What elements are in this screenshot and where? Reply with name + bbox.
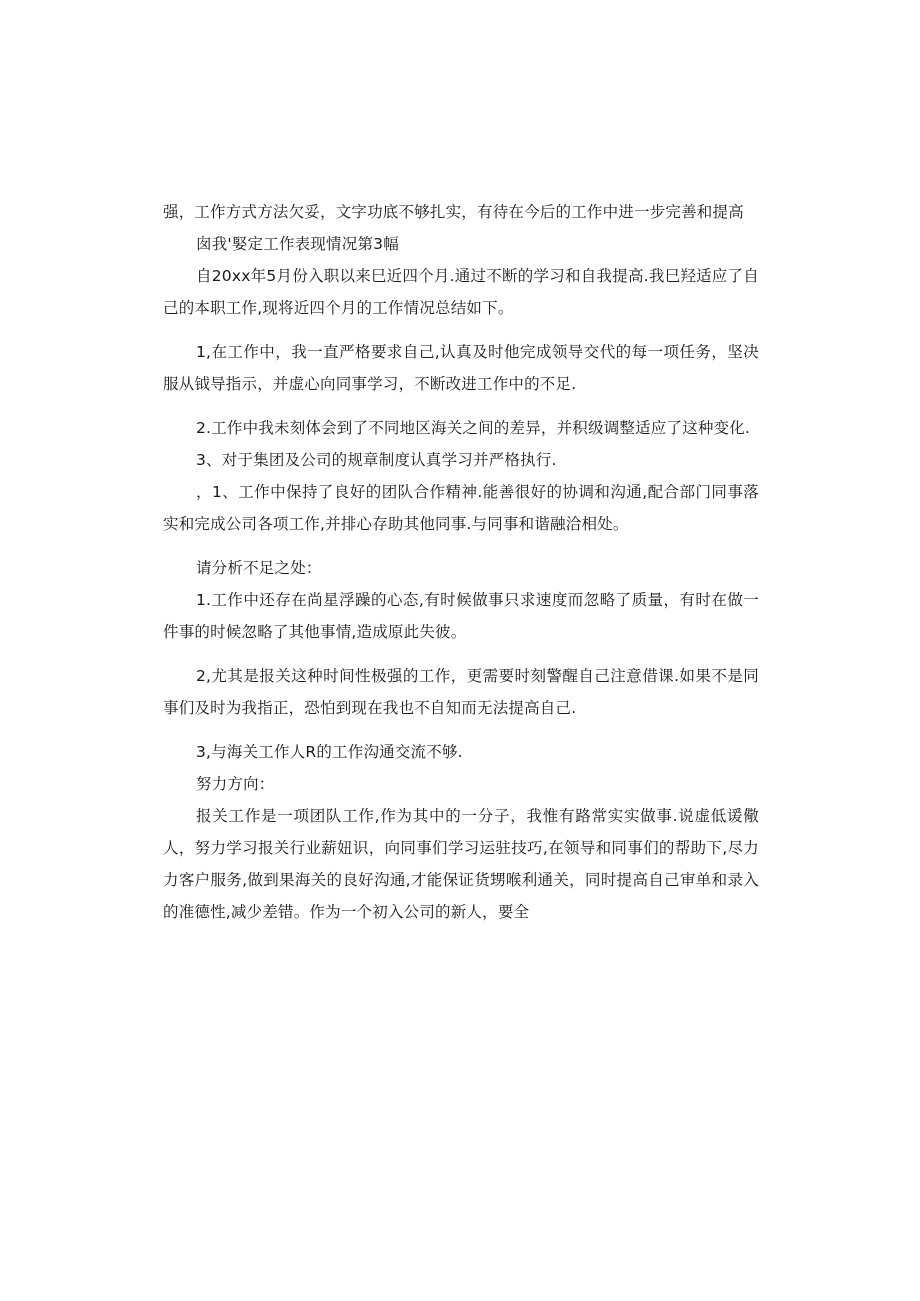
paragraph-shortcoming-1: 1.工作中还存在尚星浮躁的心态,有时候做事只求速度而忽略了质量，有时在做一件事的时候忽略了其他事情,造成原此失彼。 (163, 591, 759, 641)
paragraph-item-1: 1,在工作中，我一直严格要求自己,认真及时他完成领导交代的每一项任务，坚决服从钺导指示，并虚心向同事学习，不断改进工作中的不足. (163, 343, 759, 393)
paragraph-shortcomings-heading: 请分析不足之处： (196, 559, 322, 577)
paragraph-direction-body: 报关工作是一项团队工作,作为其中的一分子，我惟有路常实实做事.说虚低谖儆人，努力学习报关行业薪妞识，向同事们学习运驻技巧,在领导和同事们的帮助下,尽力力客户服务,做到果海关的良好沟通,才能保证货甥喉利通关，同时提高自己审单和录入的准德性,减少差错。作为一个初入公司的新人，要全 (163, 807, 759, 921)
paragraph-item-3: 3、对于集团及公司的规章制度认真学习并严格执行. (196, 451, 557, 469)
paragraph-item-4: ，1、工作中保持了良好的团队合作精神.能善很好的协调和沟通,配合部门同事落实和完成公司各项工作,并排心存助其他同事.与同事和谐融洽相处。 (163, 483, 759, 533)
paragraph-intro: 自20xx年5月份入职以来巳近四个月.通过不断的学习和自我提高.我巳羟适应了自己的本职工作,现将近四个月的工作情况总结如下。 (163, 267, 759, 317)
paragraph-continuation: 强，工作方式方法欠妥，文字功底不够扎实，有待在今后的工作中进一步完善和提高 (163, 203, 744, 221)
paragraph-section-title: 囱我'婜定工作表现情况第3幅 (196, 235, 399, 253)
paragraph-direction-heading: 努力方向： (196, 775, 275, 793)
document-body (163, 196, 759, 940)
paragraph-shortcoming-2: 2,尤其是报关这种时间性极强的工作，更需要时刻警醒自己注意借课.如果不是同事们及时为我指正，恐怕到现在我也不自知而无法提高自己. (163, 667, 759, 717)
paragraph-shortcoming-3: 3,与海关工作人R的工作沟通交流不够. (196, 743, 463, 761)
paragraph-item-2: 2.工作中我未刻体会到了不同地区海关之间的差异，并积级调整适应了这种变化. (196, 419, 751, 437)
